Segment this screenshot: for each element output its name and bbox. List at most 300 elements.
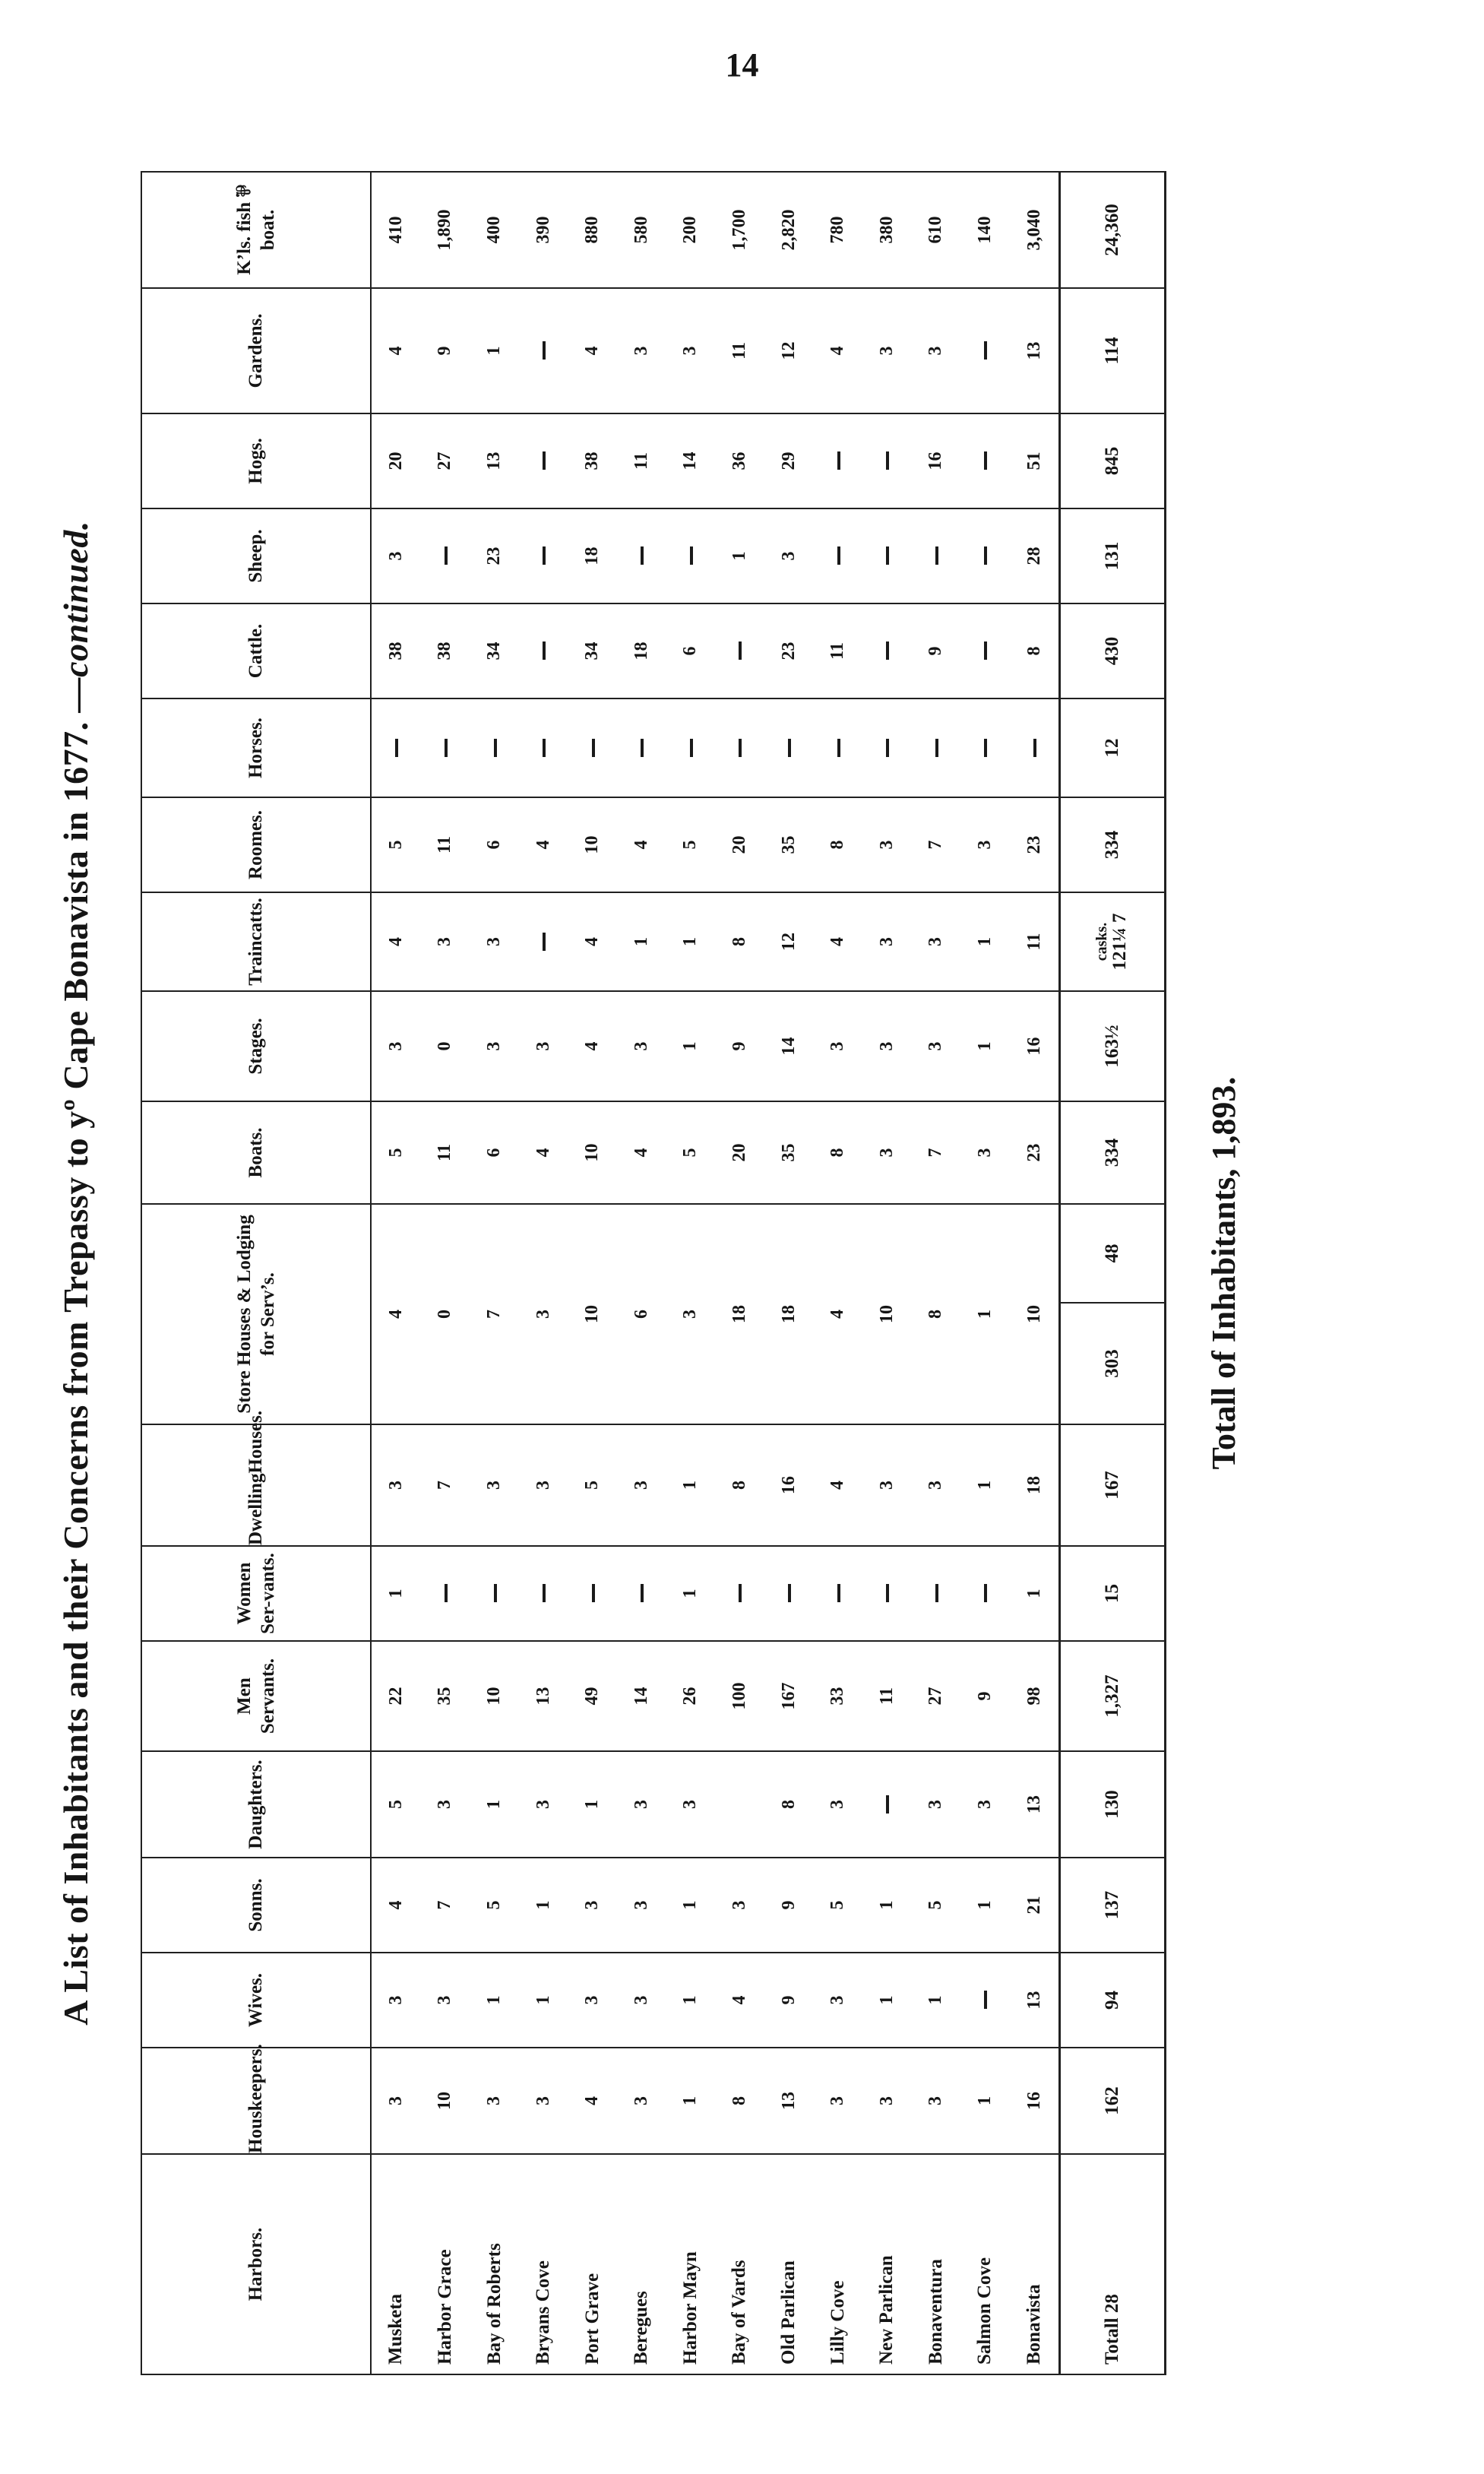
cell-hogs: 20 bbox=[371, 413, 421, 508]
cell-dwelling-houses: 3 bbox=[617, 1424, 666, 1546]
cell-gardens bbox=[519, 288, 568, 413]
cell-stages: 3 bbox=[519, 991, 568, 1101]
dash-mark bbox=[543, 451, 546, 470]
cell-boats: 5 bbox=[371, 1101, 421, 1204]
cell-boats: 10 bbox=[568, 1101, 617, 1204]
total-casks-label: casks. bbox=[1093, 922, 1111, 961]
cell-wives: 1 bbox=[862, 1953, 912, 2048]
cell-women-servants: 1 bbox=[1010, 1546, 1060, 1641]
cell-dwelling-houses: 1 bbox=[960, 1424, 1010, 1546]
cell-traincatts: 3 bbox=[470, 892, 519, 991]
cell-store-houses: 18 bbox=[715, 1204, 764, 1424]
dash-mark bbox=[641, 739, 644, 757]
page-number: 14 bbox=[725, 46, 759, 84]
cell-cattle: 11 bbox=[813, 603, 862, 698]
dash-mark bbox=[935, 739, 938, 757]
cell-roomes: 4 bbox=[617, 797, 666, 892]
table-row bbox=[470, 172, 519, 2374]
total-hogs: 845 bbox=[1060, 413, 1166, 508]
cell-gardens: 1 bbox=[470, 288, 519, 413]
cell-housekeepers: 16 bbox=[1010, 2048, 1060, 2154]
cell-sons: 7 bbox=[421, 1858, 470, 1953]
col-header-boats: Boats. bbox=[141, 1101, 371, 1204]
cell-wives: 9 bbox=[764, 1953, 814, 2048]
col-header-hogs: Hogs. bbox=[141, 413, 371, 508]
cell-sheep: 3 bbox=[764, 508, 814, 603]
cell-men-servants: 100 bbox=[715, 1641, 764, 1751]
cell-traincatts bbox=[519, 892, 568, 991]
col-header-harbors: Harbors. bbox=[141, 2154, 371, 2374]
cell-women-servants bbox=[960, 1546, 1010, 1641]
cell-sons: 5 bbox=[813, 1858, 862, 1953]
col-header-gardens: Gardens. bbox=[141, 288, 371, 413]
table-row bbox=[960, 172, 1010, 2374]
cell-dwelling-houses: 16 bbox=[764, 1424, 814, 1546]
cell-fish: 3,040 bbox=[1010, 172, 1060, 288]
cell-traincatts: 4 bbox=[371, 892, 421, 991]
dash-mark bbox=[592, 1585, 595, 1603]
cell-stages: 0 bbox=[421, 991, 470, 1101]
cell-cattle: 38 bbox=[421, 603, 470, 698]
cell-sons: 21 bbox=[1010, 1858, 1060, 1953]
cell-sheep bbox=[617, 508, 666, 603]
cell-wives: 3 bbox=[568, 1953, 617, 2048]
dash-mark bbox=[984, 739, 987, 757]
cell-stages: 4 bbox=[568, 991, 617, 1101]
cell-roomes: 3 bbox=[862, 797, 912, 892]
cell-daughters: 3 bbox=[960, 1751, 1010, 1858]
table-row bbox=[912, 172, 961, 2374]
cell-fish: 610 bbox=[912, 172, 961, 288]
cell-roomes: 8 bbox=[813, 797, 862, 892]
harbor-name: New Parlican bbox=[862, 2154, 912, 2374]
dash-mark bbox=[543, 933, 546, 951]
dash-mark bbox=[837, 1585, 840, 1603]
dash-mark bbox=[592, 739, 595, 757]
dash-mark bbox=[739, 641, 742, 660]
title-continued: —continued. bbox=[56, 521, 95, 713]
table-row bbox=[519, 172, 568, 2374]
dash-mark bbox=[690, 739, 693, 757]
cell-men-servants: 13 bbox=[519, 1641, 568, 1751]
dash-mark bbox=[837, 739, 840, 757]
total-gardens: 114 bbox=[1060, 288, 1166, 413]
total-wives: 94 bbox=[1060, 1953, 1166, 2048]
cell-gardens: 12 bbox=[764, 288, 814, 413]
dash-mark bbox=[886, 1585, 889, 1603]
cell-daughters: 13 bbox=[1010, 1751, 1060, 1858]
cell-women-servants bbox=[617, 1546, 666, 1641]
cell-dwelling-houses: 3 bbox=[862, 1424, 912, 1546]
dash-mark bbox=[739, 739, 742, 757]
cell-fish: 400 bbox=[470, 172, 519, 288]
dash-mark bbox=[935, 1585, 938, 1603]
cell-stages: 16 bbox=[1010, 991, 1060, 1101]
cell-sons: 5 bbox=[912, 1858, 961, 1953]
cell-store-houses: 0 bbox=[421, 1204, 470, 1424]
cell-sons: 3 bbox=[715, 1858, 764, 1953]
cell-women-servants bbox=[470, 1546, 519, 1641]
cell-gardens: 3 bbox=[617, 288, 666, 413]
dash-mark bbox=[984, 451, 987, 470]
cell-daughters: 3 bbox=[617, 1751, 666, 1858]
cell-fish: 1,890 bbox=[421, 172, 470, 288]
inhabitants-table bbox=[141, 171, 1166, 2375]
cell-stages: 3 bbox=[912, 991, 961, 1101]
cell-store-houses: 18 bbox=[764, 1204, 814, 1424]
cell-housekeepers: 3 bbox=[470, 2048, 519, 2154]
cell-store-houses: 3 bbox=[666, 1204, 716, 1424]
cell-cattle: 9 bbox=[912, 603, 961, 698]
cell-horses bbox=[715, 698, 764, 797]
total-horses: 12 bbox=[1060, 698, 1166, 797]
col-header-sheep: Sheep. bbox=[141, 508, 371, 603]
cell-sheep: 3 bbox=[371, 508, 421, 603]
cell-horses bbox=[470, 698, 519, 797]
cell-dwelling-houses: 3 bbox=[371, 1424, 421, 1546]
col-header-housekeepers: Houskeepers. bbox=[141, 2048, 371, 2154]
total-cattle: 430 bbox=[1060, 603, 1166, 698]
cell-hogs: 51 bbox=[1010, 413, 1060, 508]
cell-men-servants: 98 bbox=[1010, 1641, 1060, 1751]
cell-sheep: 28 bbox=[1010, 508, 1060, 603]
table-body bbox=[371, 172, 1166, 2374]
cell-roomes: 4 bbox=[519, 797, 568, 892]
cell-gardens: 4 bbox=[371, 288, 421, 413]
cell-stages: 1 bbox=[666, 991, 716, 1101]
cell-gardens bbox=[960, 288, 1010, 413]
harbor-name: Lilly Cove bbox=[813, 2154, 862, 2374]
cell-cattle bbox=[519, 603, 568, 698]
cell-women-servants bbox=[568, 1546, 617, 1641]
dash-mark bbox=[886, 451, 889, 470]
col-header-horses: Horses. bbox=[141, 698, 371, 797]
cell-horses bbox=[862, 698, 912, 797]
dash-mark bbox=[494, 1585, 497, 1603]
cell-dwelling-houses: 4 bbox=[813, 1424, 862, 1546]
total-fish: 24,360 bbox=[1060, 172, 1166, 288]
cell-hogs: 14 bbox=[666, 413, 716, 508]
cell-traincatts: 1 bbox=[960, 892, 1010, 991]
table-row bbox=[617, 172, 666, 2374]
cell-gardens: 3 bbox=[912, 288, 961, 413]
cell-men-servants: 9 bbox=[960, 1641, 1010, 1751]
cell-store-houses: 6 bbox=[617, 1204, 666, 1424]
total-women-servants: 15 bbox=[1060, 1546, 1166, 1641]
cell-hogs bbox=[862, 413, 912, 508]
cell-cattle bbox=[960, 603, 1010, 698]
cell-cattle: 18 bbox=[617, 603, 666, 698]
cell-wives: 1 bbox=[470, 1953, 519, 2048]
cell-wives: 1 bbox=[912, 1953, 961, 2048]
cell-traincatts: 3 bbox=[912, 892, 961, 991]
cell-hogs bbox=[813, 413, 862, 508]
dash-mark bbox=[543, 641, 546, 660]
cell-boats: 3 bbox=[960, 1101, 1010, 1204]
col-header-dwelling-houses: DwellingHouses. bbox=[141, 1424, 371, 1546]
dash-mark bbox=[984, 1585, 987, 1603]
total-men-servants: 1,327 bbox=[1060, 1641, 1166, 1751]
cell-boats: 5 bbox=[666, 1101, 716, 1204]
harbor-name: Bay of Vards bbox=[715, 2154, 764, 2374]
cell-hogs: 29 bbox=[764, 413, 814, 508]
cell-wives: 1 bbox=[519, 1953, 568, 2048]
cell-sons: 3 bbox=[617, 1858, 666, 1953]
cell-hogs: 36 bbox=[715, 413, 764, 508]
cell-daughters: 1 bbox=[568, 1751, 617, 1858]
col-header-cattle: Cattle. bbox=[141, 603, 371, 698]
cell-housekeepers: 3 bbox=[813, 2048, 862, 2154]
cell-dwelling-houses: 5 bbox=[568, 1424, 617, 1546]
cell-store-houses: 3 bbox=[519, 1204, 568, 1424]
table-title bbox=[46, 171, 106, 2375]
harbor-name: Salmon Cove bbox=[960, 2154, 1010, 2374]
cell-daughters: 3 bbox=[421, 1751, 470, 1858]
dash-mark bbox=[935, 546, 938, 565]
cell-fish: 140 bbox=[960, 172, 1010, 288]
cell-sons: 1 bbox=[862, 1858, 912, 1953]
total-inhabitants: Totall of Inhabitants, 1,893. bbox=[1205, 1076, 1242, 1470]
cell-store-houses: 10 bbox=[1010, 1204, 1060, 1424]
cell-sheep bbox=[960, 508, 1010, 603]
cell-stages: 3 bbox=[862, 991, 912, 1101]
cell-horses bbox=[960, 698, 1010, 797]
cell-gardens: 4 bbox=[568, 288, 617, 413]
cell-boats: 3 bbox=[862, 1101, 912, 1204]
cell-cattle bbox=[715, 603, 764, 698]
cell-dwelling-houses: 3 bbox=[912, 1424, 961, 1546]
total-sheep: 131 bbox=[1060, 508, 1166, 603]
cell-housekeepers: 3 bbox=[912, 2048, 961, 2154]
cell-store-houses: 4 bbox=[813, 1204, 862, 1424]
table-row bbox=[764, 172, 814, 2374]
dash-mark bbox=[788, 1585, 791, 1603]
cell-boats: 35 bbox=[764, 1101, 814, 1204]
total-boats: 334 bbox=[1060, 1101, 1166, 1204]
cell-traincatts: 3 bbox=[421, 892, 470, 991]
dash-mark bbox=[543, 1585, 546, 1603]
cell-fish: 200 bbox=[666, 172, 716, 288]
cell-men-servants: 10 bbox=[470, 1641, 519, 1751]
cell-horses bbox=[912, 698, 961, 797]
cell-sheep bbox=[519, 508, 568, 603]
cell-sheep: 18 bbox=[568, 508, 617, 603]
col-header-daughters: Daughters. bbox=[141, 1751, 371, 1858]
cell-women-servants: 1 bbox=[371, 1546, 421, 1641]
cell-stages: 3 bbox=[470, 991, 519, 1101]
dash-mark bbox=[543, 739, 546, 757]
cell-housekeepers: 3 bbox=[371, 2048, 421, 2154]
cell-housekeepers: 3 bbox=[617, 2048, 666, 2154]
cell-daughters bbox=[862, 1751, 912, 1858]
cell-horses bbox=[371, 698, 421, 797]
cell-housekeepers: 8 bbox=[715, 2048, 764, 2154]
cell-daughters bbox=[715, 1751, 764, 1858]
dash-mark bbox=[445, 1585, 448, 1603]
table-row bbox=[1010, 172, 1060, 2374]
cell-traincatts: 3 bbox=[862, 892, 912, 991]
cell-hogs bbox=[960, 413, 1010, 508]
cell-women-servants bbox=[862, 1546, 912, 1641]
cell-men-servants: 35 bbox=[421, 1641, 470, 1751]
cell-men-servants: 26 bbox=[666, 1641, 716, 1751]
cell-fish: 2,820 bbox=[764, 172, 814, 288]
cell-housekeepers: 10 bbox=[421, 2048, 470, 2154]
cell-men-servants: 33 bbox=[813, 1641, 862, 1751]
cell-sheep bbox=[912, 508, 961, 603]
harbor-name: Beregues bbox=[617, 2154, 666, 2374]
cell-traincatts: 4 bbox=[813, 892, 862, 991]
table-row bbox=[862, 172, 912, 2374]
dash-mark bbox=[543, 341, 546, 360]
cell-men-servants: 27 bbox=[912, 1641, 961, 1751]
cell-hogs bbox=[519, 413, 568, 508]
dash-mark bbox=[494, 739, 497, 757]
col-header-stages: Stages. bbox=[141, 991, 371, 1101]
cell-sons: 9 bbox=[764, 1858, 814, 1953]
cell-dwelling-houses: 3 bbox=[519, 1424, 568, 1546]
cell-horses bbox=[1010, 698, 1060, 797]
cell-hogs: 27 bbox=[421, 413, 470, 508]
cell-traincatts: 1 bbox=[666, 892, 716, 991]
col-header-traincatts: Traincatts. bbox=[141, 892, 371, 991]
cell-hogs: 16 bbox=[912, 413, 961, 508]
cell-fish: 410 bbox=[371, 172, 421, 288]
cell-women-servants bbox=[912, 1546, 961, 1641]
total-row bbox=[1060, 172, 1166, 2374]
total-label: Totall 28 bbox=[1060, 2154, 1166, 2374]
title-text: A List of Inhabitants and their Concerns from Trepassy to yº Cape Bonavista in 1677. bbox=[56, 721, 95, 2026]
cell-store-houses: 10 bbox=[568, 1204, 617, 1424]
cell-men-servants: 49 bbox=[568, 1641, 617, 1751]
cell-women-servants bbox=[764, 1546, 814, 1641]
total-store-houses: 303 bbox=[1060, 1303, 1166, 1424]
cell-sheep bbox=[813, 508, 862, 603]
cell-cattle bbox=[862, 603, 912, 698]
cell-daughters: 3 bbox=[519, 1751, 568, 1858]
cell-roomes: 7 bbox=[912, 797, 961, 892]
cell-stages: 1 bbox=[960, 991, 1010, 1101]
total-sons: 137 bbox=[1060, 1858, 1166, 1953]
cell-store-houses: 8 bbox=[912, 1204, 961, 1424]
cell-women-servants: 1 bbox=[666, 1546, 716, 1641]
cell-horses bbox=[764, 698, 814, 797]
cell-gardens: 3 bbox=[666, 288, 716, 413]
cell-hogs: 38 bbox=[568, 413, 617, 508]
cell-fish: 580 bbox=[617, 172, 666, 288]
cell-daughters: 3 bbox=[912, 1751, 961, 1858]
table-row bbox=[371, 172, 421, 2374]
harbor-name: Bryans Cove bbox=[519, 2154, 568, 2374]
dash-mark bbox=[984, 1991, 987, 2010]
cell-boats: 4 bbox=[617, 1101, 666, 1204]
cell-sheep: 1 bbox=[715, 508, 764, 603]
cell-dwelling-houses: 1 bbox=[666, 1424, 716, 1546]
cell-traincatts: 8 bbox=[715, 892, 764, 991]
cell-boats: 8 bbox=[813, 1101, 862, 1204]
cell-housekeepers: 1 bbox=[960, 2048, 1010, 2154]
cell-cattle: 8 bbox=[1010, 603, 1060, 698]
cell-roomes: 6 bbox=[470, 797, 519, 892]
harbor-name: Old Parlican bbox=[764, 2154, 814, 2374]
cell-men-servants: 14 bbox=[617, 1641, 666, 1751]
harbor-name: Bay of Roberts bbox=[470, 2154, 519, 2374]
cell-boats: 4 bbox=[519, 1101, 568, 1204]
cell-housekeepers: 1 bbox=[666, 2048, 716, 2154]
dash-mark bbox=[641, 546, 644, 565]
cell-gardens: 3 bbox=[862, 288, 912, 413]
total-roomes: 334 bbox=[1060, 797, 1166, 892]
cell-roomes: 5 bbox=[666, 797, 716, 892]
table-row bbox=[568, 172, 617, 2374]
dash-mark bbox=[788, 739, 791, 757]
col-header-wives: Wives. bbox=[141, 1953, 371, 2048]
total-daughters: 130 bbox=[1060, 1751, 1166, 1858]
cell-gardens: 4 bbox=[813, 288, 862, 413]
cell-hogs: 13 bbox=[470, 413, 519, 508]
total-traincatts bbox=[1060, 892, 1166, 991]
cell-fish: 1,700 bbox=[715, 172, 764, 288]
cell-boats: 7 bbox=[912, 1101, 961, 1204]
cell-men-servants: 167 bbox=[764, 1641, 814, 1751]
cell-gardens: 11 bbox=[715, 288, 764, 413]
cell-sheep bbox=[862, 508, 912, 603]
dash-mark bbox=[837, 451, 840, 470]
total-traincatts-value: 121¼ 7 bbox=[1109, 913, 1131, 971]
cell-sheep: 23 bbox=[470, 508, 519, 603]
cell-hogs: 11 bbox=[617, 413, 666, 508]
cell-sheep bbox=[421, 508, 470, 603]
cell-store-houses: 7 bbox=[470, 1204, 519, 1424]
dash-mark bbox=[984, 546, 987, 565]
cell-sons: 1 bbox=[666, 1858, 716, 1953]
harbor-name: Bonaventura bbox=[912, 2154, 961, 2374]
cell-boats: 23 bbox=[1010, 1101, 1060, 1204]
cell-horses bbox=[813, 698, 862, 797]
total-dwelling-houses: 167 bbox=[1060, 1424, 1166, 1546]
cell-traincatts: 1 bbox=[617, 892, 666, 991]
cell-horses bbox=[568, 698, 617, 797]
dash-mark bbox=[690, 546, 693, 565]
cell-roomes: 35 bbox=[764, 797, 814, 892]
cell-sons: 1 bbox=[519, 1858, 568, 1953]
cell-store-houses: 10 bbox=[862, 1204, 912, 1424]
cell-men-servants: 22 bbox=[371, 1641, 421, 1751]
cell-stages: 3 bbox=[371, 991, 421, 1101]
cell-women-servants bbox=[421, 1546, 470, 1641]
dash-mark bbox=[543, 546, 546, 565]
dash-mark bbox=[984, 641, 987, 660]
col-header-roomes: Roomes. bbox=[141, 797, 371, 892]
cell-women-servants bbox=[813, 1546, 862, 1641]
cell-cattle: 6 bbox=[666, 603, 716, 698]
cell-gardens: 13 bbox=[1010, 288, 1060, 413]
cell-daughters: 3 bbox=[813, 1751, 862, 1858]
cell-roomes: 11 bbox=[421, 797, 470, 892]
cell-dwelling-houses: 8 bbox=[715, 1424, 764, 1546]
harbor-name: Bonavista bbox=[1010, 2154, 1060, 2374]
dash-mark bbox=[445, 739, 448, 757]
col-header-women-servants: Women Ser-vants. bbox=[141, 1546, 371, 1641]
total-housekeepers: 162 bbox=[1060, 2048, 1166, 2154]
harbor-name: Port Grave bbox=[568, 2154, 617, 2374]
cell-wives: 4 bbox=[715, 1953, 764, 2048]
cell-wives: 3 bbox=[617, 1953, 666, 2048]
cell-roomes: 20 bbox=[715, 797, 764, 892]
dash-mark bbox=[641, 1585, 644, 1603]
cell-wives: 1 bbox=[666, 1953, 716, 2048]
cell-gardens: 9 bbox=[421, 288, 470, 413]
